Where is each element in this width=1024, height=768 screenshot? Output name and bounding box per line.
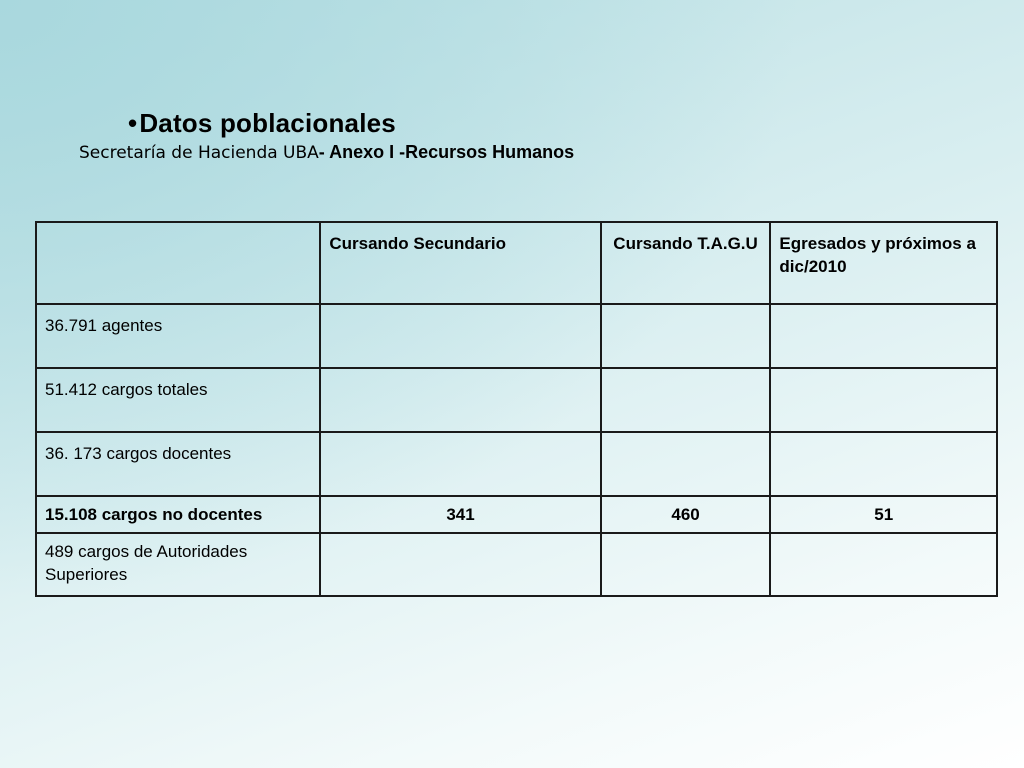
table-row-highlight [36, 496, 997, 533]
row-cell [601, 368, 771, 432]
row-label: 15.108 cargos no docentes [36, 496, 320, 533]
slide-subtitle [79, 142, 574, 163]
row-label: 51.412 cargos totales [36, 368, 320, 432]
row-label: 36. 173 cargos docentes [36, 432, 320, 496]
header-cell-egresados: Egresados y próximos a dic/2010 [770, 222, 997, 304]
title-text: Datos poblacionales [139, 108, 396, 138]
row-cell [770, 432, 997, 496]
row-cell [601, 432, 771, 496]
table-row [36, 432, 997, 496]
table-row [36, 368, 997, 432]
row-cell [320, 432, 600, 496]
row-cell [770, 368, 997, 432]
row-label: 36.791 agentes [36, 304, 320, 368]
population-table [35, 221, 998, 597]
header-cell-secundario: Cursando Secundario [320, 222, 600, 304]
header-cell-tagu: Cursando T.A.G.U [601, 222, 771, 304]
row-cell [320, 533, 600, 596]
subtitle-source: Secretaría de Hacienda UBA [79, 143, 319, 163]
row-cell-secundario-value: 341 [320, 496, 600, 533]
table-header-row [36, 222, 997, 304]
row-cell [320, 304, 600, 368]
table-row [36, 304, 997, 368]
row-cell-egresados-value: 51 [770, 496, 997, 533]
bullet-icon: • [128, 108, 138, 138]
row-label: 489 cargos de Autoridades Superiores [36, 533, 320, 596]
subtitle-annex: - Anexo I -Recursos Humanos [318, 142, 575, 162]
header-cell-empty [36, 222, 320, 304]
row-cell [601, 533, 771, 596]
row-cell [320, 368, 600, 432]
row-cell-tagu-value: 460 [601, 496, 771, 533]
slide-title [128, 108, 396, 139]
row-cell [770, 304, 997, 368]
table-row [36, 533, 997, 596]
row-cell [770, 533, 997, 596]
row-cell [601, 304, 771, 368]
